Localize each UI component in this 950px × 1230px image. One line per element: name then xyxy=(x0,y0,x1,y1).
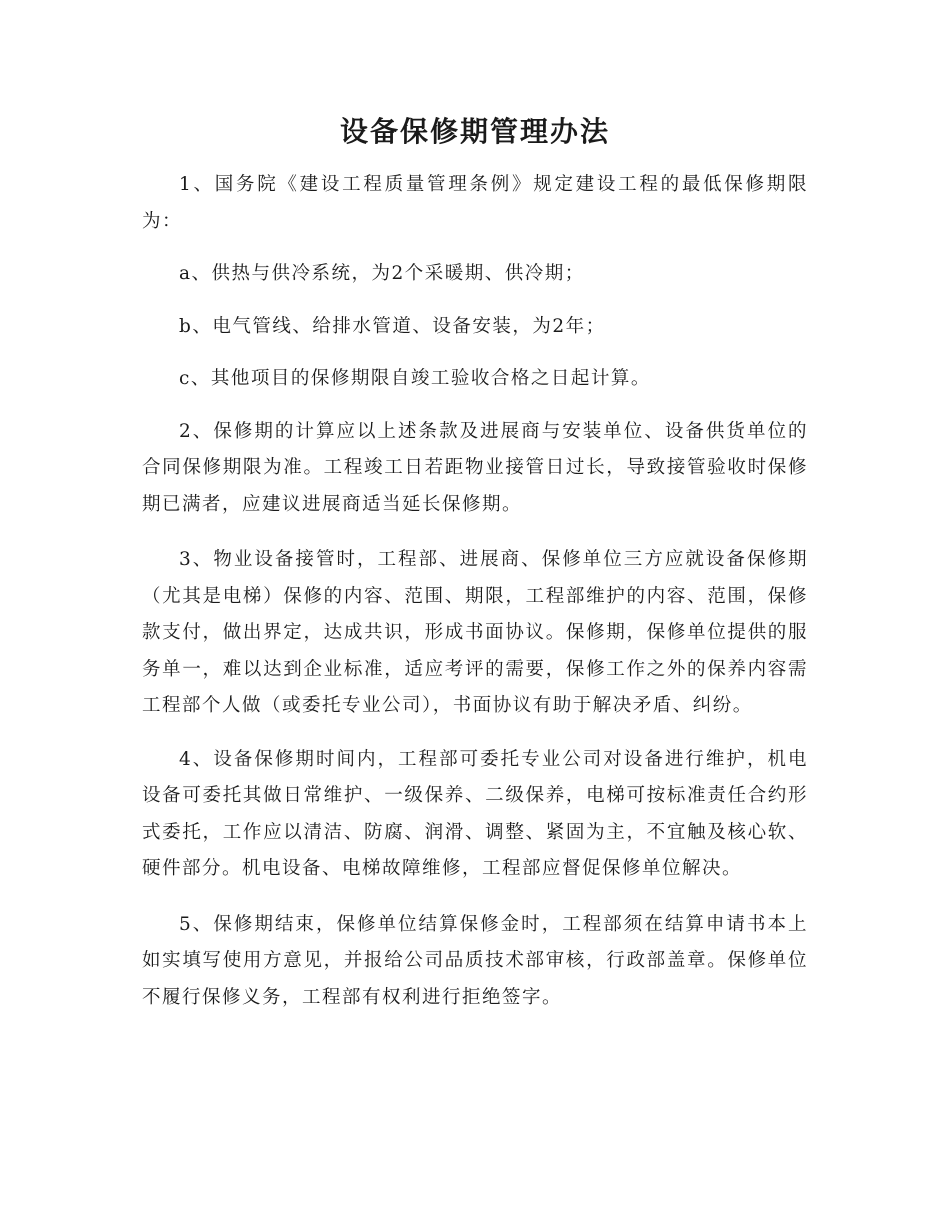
paragraph-1b: b、电气管线、给排水管道、设备安装，为2年； xyxy=(179,315,606,337)
paragraph-2: 2、保修期的计算应以上述条款及进展商与安装单位、设备供货单位的合同保修期限为准。工程竣工日若距物业接管日过长，导致接管验收时保修期已满者，应建议进展商适当延长保修期。 xyxy=(142,420,808,515)
paragraph-1: 1、国务院《建设工程质量管理条例》规定建设工程的最低保修期限为： xyxy=(142,174,808,232)
document-body xyxy=(142,167,808,1016)
paragraph-3: 3、物业设备接管时，工程部、进展商、保修单位三方应就设备保修期（尤其是电梯）保修的内容、范围、期限，工程部维护的内容、范围，保修款支付，做出界定，达成共识，形成书面协议。保修期，保修单位提供的服务单一，难以达到企业标准，适应考评的需要，保修工作之外的保养内容需工程部个人做（或委托专业公司），书面协议有助于解决矛盾、纠纷。 xyxy=(142,549,808,716)
document-title: 设备保修期管理办法 xyxy=(339,115,610,148)
paragraph-4: 4、设备保修期时间内，工程部可委托专业公司对设备进行维护，机电设备可委托其做日常维护、一级保养、二级保养，电梯可按标准责任合约形式委托，工作应以清洁、防腐、润滑、调整、紧固为主，不宜触及核心软、硬件部分。机电设备、电梯故障维修，工程部应督促保修单位解决。 xyxy=(142,748,808,879)
paragraph-5: 5、保修期结束，保修单位结算保修金时，工程部须在结算申请书本上如实填写使用方意见，并报给公司品质技术部审核，行政部盖章。保修单位不履行保修义务，工程部有权利进行拒绝签字。 xyxy=(142,913,808,1008)
paragraph-1c: c、其他项目的保修期限自竣工验收合格之日起计算。 xyxy=(179,368,651,389)
paragraph-1a: a、供热与供冷系统，为2个采暖期、供冷期； xyxy=(179,263,585,284)
